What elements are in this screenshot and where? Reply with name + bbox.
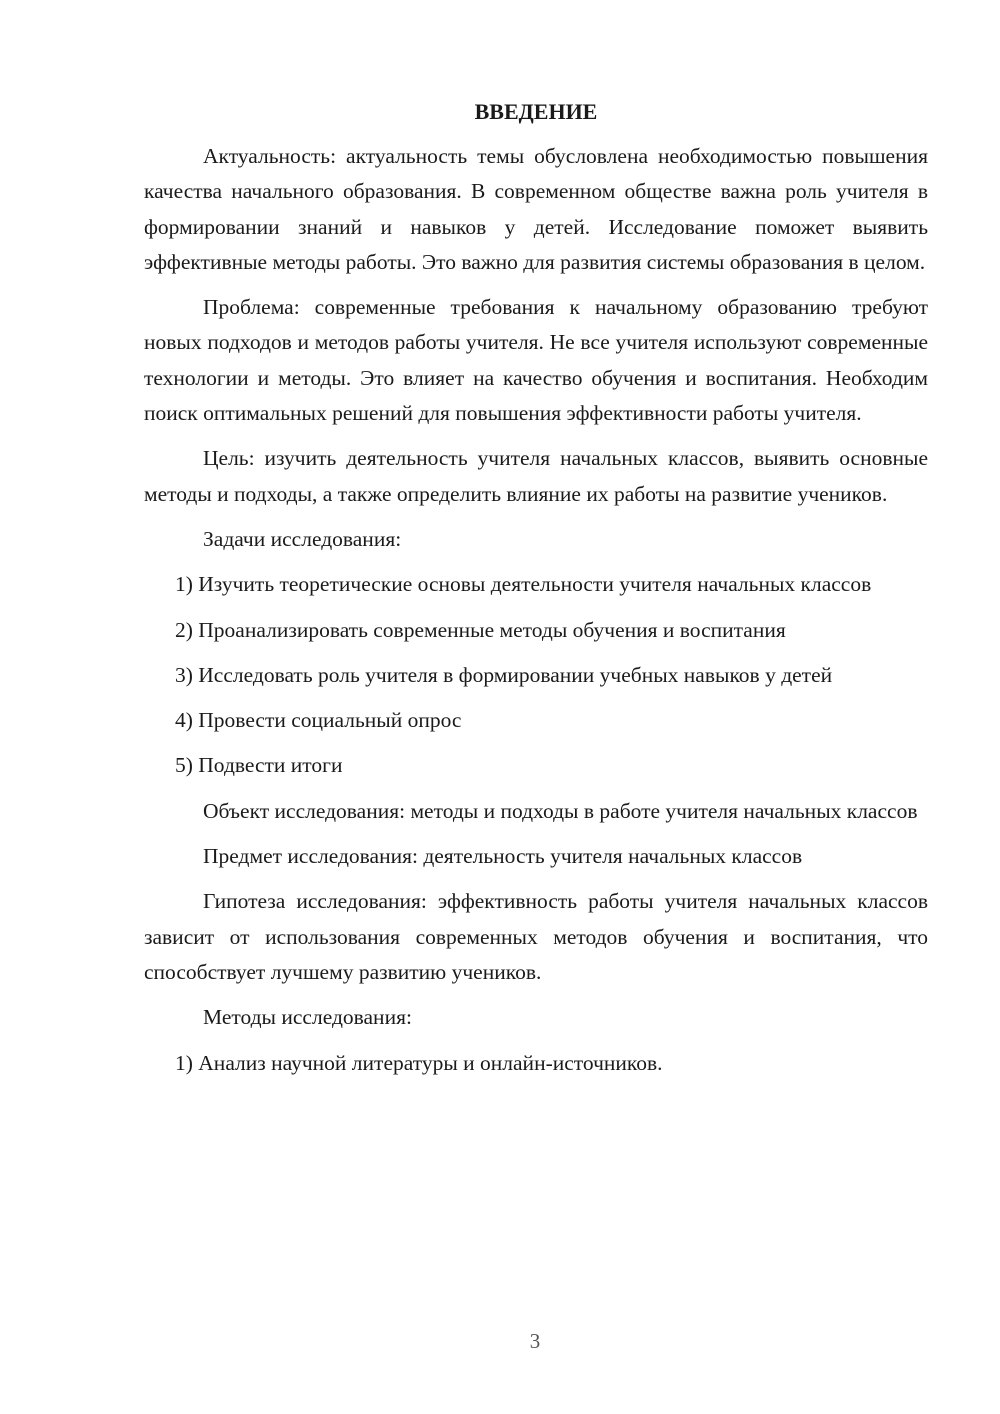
problem-paragraph: Проблема: современные требования к начальному образованию требуют новых подходов и методов работы учителя. Не все учителя используют современные технологии и методы. Это влияет на качество обучения и воспитания. Необходим поиск оптимальных решений для повышения эффективности работы учителя. <box>144 295 928 426</box>
task-item-3: 3) Исследовать роль учителя в формировании учебных навыков у детей <box>175 662 833 687</box>
task-item-4: 4) Провести социальный опрос <box>175 708 462 733</box>
methods-title: Методы исследования: <box>203 1005 412 1030</box>
page-number: 3 <box>529 1329 541 1353</box>
task-item-5: 5) Подвести итоги <box>175 753 343 778</box>
subject-paragraph: Предмет исследования: деятельность учителя начальных классов <box>203 844 803 869</box>
relevance-paragraph: Актуальность: актуальность темы обусловлена необходимостью повышения качества начального образования. В современном обществе важна роль учителя в формировании знаний и навыков у детей. Исследование поможет выявить эффективные методы работы. Это важно для развития системы образования в целом. <box>144 144 928 274</box>
task-item-1: 1) Изучить теоретические основы деятельности учителя начальных классов <box>175 572 872 597</box>
object-paragraph: Объект исследования: методы и подходы в работе учителя начальных классов <box>203 798 918 823</box>
section-heading: ВВЕДЕНИЕ <box>474 99 598 124</box>
task-item-2: 2) Проанализировать современные методы обучения и воспитания <box>175 617 786 642</box>
method-item-1: 1) Анализ научной литературы и онлайн-источников. <box>175 1050 663 1075</box>
tasks-title: Задачи исследования: <box>203 526 402 551</box>
document-page <box>144 94 928 1091</box>
goal-paragraph: Цель: изучить деятельность учителя начальных классов, выявить основные методы и подходы, а также определить влияние их работы на развитие учеников. <box>144 446 928 506</box>
hypothesis-paragraph: Гипотеза исследования: эффективность работы учителя начальных классов зависит от использования современных методов обучения и воспитания, что способствует лучшему развитию учеников. <box>144 889 928 984</box>
